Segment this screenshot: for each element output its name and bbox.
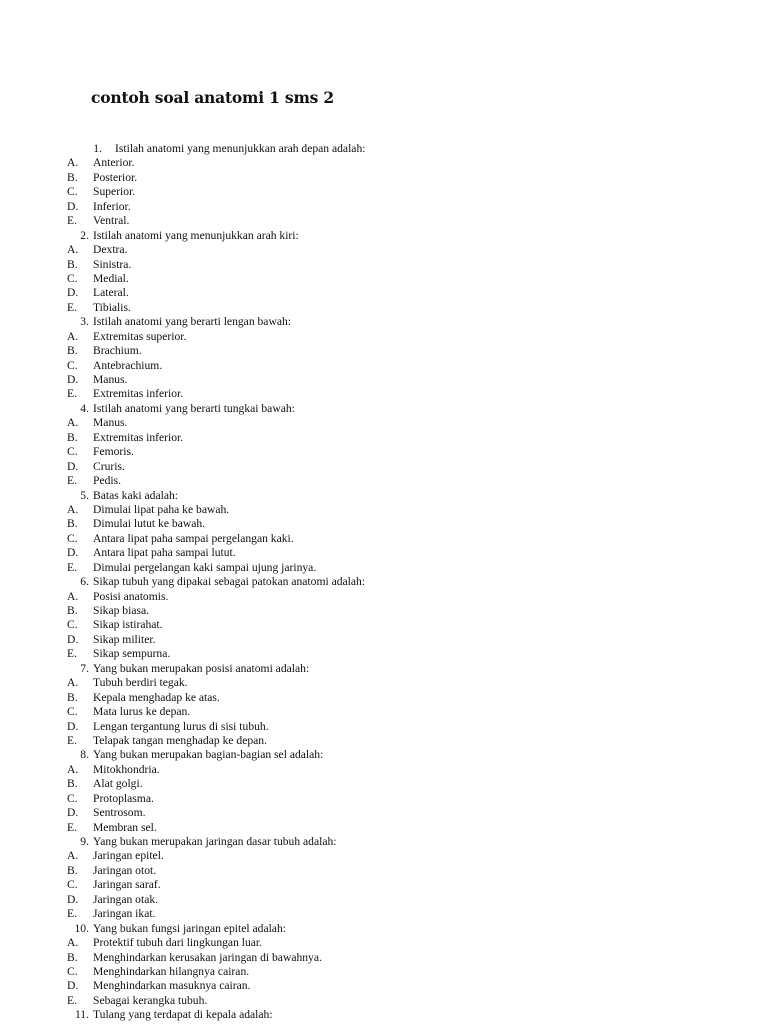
option-text: Antara lipat paha sampai pergelangan kaki. xyxy=(93,531,294,545)
question-text: Istilah anatomi yang menunjukkan arah depan adalah: xyxy=(115,142,366,155)
option-text: Mitokhondria. xyxy=(93,762,160,776)
option-text: Menghindarkan masuknya cairan. xyxy=(93,979,251,993)
question-item xyxy=(0,922,768,936)
answer-option xyxy=(0,416,768,430)
option-text: Kepala menghadap ke atas. xyxy=(93,690,220,704)
option-text: Manus. xyxy=(93,416,128,430)
option-letter: E. xyxy=(67,387,77,401)
option-text: Sikap biasa. xyxy=(93,604,150,617)
answer-option xyxy=(0,503,768,517)
answer-option xyxy=(0,604,768,618)
option-text: Antara lipat paha sampai lutut. xyxy=(93,546,236,560)
answer-option xyxy=(0,849,768,863)
question-text: Istilah anatomi yang berarti lengan bawah: xyxy=(93,315,291,329)
question-item xyxy=(0,229,768,243)
option-letter: A. xyxy=(67,849,79,863)
answer-option xyxy=(0,359,768,373)
answer-option xyxy=(0,907,768,921)
option-letter: E. xyxy=(67,560,77,574)
answer-option xyxy=(0,792,768,806)
question-number: 1. xyxy=(93,142,102,155)
option-letter: E. xyxy=(67,647,77,661)
option-text: Ventral. xyxy=(93,214,130,228)
answer-option xyxy=(0,705,768,719)
question-number: 3. xyxy=(80,315,89,329)
answer-option xyxy=(0,474,768,488)
option-letter: C. xyxy=(67,271,78,285)
option-letter: B. xyxy=(67,777,78,791)
option-letter: C. xyxy=(67,878,78,892)
option-letter: A. xyxy=(67,762,79,776)
option-text: Anterior. xyxy=(93,156,135,170)
question-item xyxy=(0,402,768,416)
option-letter: A. xyxy=(67,589,79,603)
option-letter: C. xyxy=(67,618,78,632)
question-text: Yang bukan merupakan bagian-bagian sel adalah: xyxy=(93,748,324,762)
answer-option xyxy=(0,546,768,560)
question-text: Tulang yang terdapat di kepala adalah: xyxy=(93,1008,273,1022)
option-text: Brachium. xyxy=(93,344,142,358)
option-letter: B. xyxy=(67,863,78,877)
answer-option xyxy=(0,878,768,892)
answer-option xyxy=(0,618,768,632)
answer-option xyxy=(0,532,768,546)
option-letter: C. xyxy=(67,531,78,545)
option-text: Sikap militer. xyxy=(93,632,156,646)
option-text: Sentrosom. xyxy=(93,806,146,820)
question-number: 11. xyxy=(74,1008,89,1022)
option-text: Manus. xyxy=(93,373,128,386)
option-text: Inferior. xyxy=(93,199,131,213)
option-letter: A. xyxy=(67,676,79,690)
option-text: Protoplasma. xyxy=(93,791,154,805)
option-text: Tubuh berdiri tegak. xyxy=(93,676,188,690)
question-number: 2. xyxy=(80,228,89,242)
answer-option xyxy=(0,445,768,459)
option-letter: A. xyxy=(67,156,79,170)
option-text: Extremitas inferior. xyxy=(93,430,184,444)
answer-option xyxy=(0,864,768,878)
option-text: Jaringan epitel. xyxy=(93,849,164,863)
question-list xyxy=(0,142,768,1023)
option-text: Sinistra. xyxy=(93,257,132,271)
option-text: Dimulai lutut ke bawah. xyxy=(93,517,206,531)
question-item xyxy=(0,748,768,762)
option-letter: C. xyxy=(67,791,78,805)
option-letter: B. xyxy=(67,950,78,964)
option-letter: D. xyxy=(67,806,79,820)
question-text: Batas kaki adalah: xyxy=(93,488,178,502)
option-letter: E. xyxy=(67,300,77,314)
answer-option xyxy=(0,561,768,575)
question-text: Istilah anatomi yang berarti tungkai bawah: xyxy=(93,401,295,415)
option-letter: B. xyxy=(67,517,78,531)
question-number: 6. xyxy=(80,575,89,589)
question-item xyxy=(0,835,768,849)
answer-option xyxy=(0,330,768,344)
answer-option xyxy=(0,633,768,647)
answer-option xyxy=(0,460,768,474)
question-number: 4. xyxy=(80,401,89,415)
option-letter: A. xyxy=(67,502,79,516)
option-letter: E. xyxy=(67,993,77,1007)
option-letter: E. xyxy=(67,214,77,228)
option-text: Telapak tangan menghadap ke depan. xyxy=(93,733,267,747)
option-text: Jaringan otak. xyxy=(93,892,159,906)
answer-option xyxy=(0,763,768,777)
option-text: Medial. xyxy=(93,271,129,285)
question-number: 5. xyxy=(80,488,89,502)
option-text: Tibialis. xyxy=(93,300,131,314)
option-letter: D. xyxy=(67,632,79,646)
option-text: Superior. xyxy=(93,185,136,199)
option-letter: B. xyxy=(67,690,78,704)
answer-option xyxy=(0,777,768,791)
document-title: contoh soal anatomi 1 sms 2 xyxy=(91,88,334,107)
option-text: Femoris. xyxy=(93,445,134,459)
option-text: Mata lurus ke depan. xyxy=(93,705,191,719)
option-letter: B. xyxy=(67,170,78,184)
option-text: Sebagai kerangka tubuh. xyxy=(93,993,208,1007)
option-letter: D. xyxy=(67,719,79,733)
question-item xyxy=(0,575,768,589)
option-letter: E. xyxy=(67,733,77,747)
option-text: Pedis. xyxy=(93,474,122,488)
answer-option xyxy=(0,517,768,531)
option-text: Posisi anatomis. xyxy=(93,589,169,603)
question-text: Yang bukan merupakan jaringan dasar tubuh adalah: xyxy=(93,835,337,848)
question-item xyxy=(0,315,768,329)
question-text: Yang bukan fungsi jaringan epitel adalah: xyxy=(93,921,286,935)
option-text: Protektif tubuh dari lingkungan luar. xyxy=(93,936,263,950)
option-text: Sikap istirahat. xyxy=(93,618,163,632)
option-letter: A. xyxy=(67,416,79,430)
option-letter: D. xyxy=(67,373,79,386)
option-letter: B. xyxy=(67,430,78,444)
answer-option xyxy=(0,647,768,661)
question-number: 10. xyxy=(74,921,89,935)
option-letter: A. xyxy=(67,243,79,257)
answer-option xyxy=(0,590,768,604)
question-number: 8. xyxy=(80,748,89,762)
answer-option xyxy=(0,951,768,965)
option-text: Cruris. xyxy=(93,459,125,473)
answer-option xyxy=(0,301,768,315)
option-text: Extremitas superior. xyxy=(93,329,187,343)
answer-option xyxy=(0,979,768,993)
option-letter: B. xyxy=(67,257,78,271)
answer-option xyxy=(0,272,768,286)
option-letter: E. xyxy=(67,820,77,834)
question-text: Yang bukan merupakan posisi anatomi adalah: xyxy=(93,661,310,675)
answer-option xyxy=(0,373,768,387)
option-text: Menghindarkan hilangnya cairan. xyxy=(93,964,250,978)
answer-option xyxy=(0,676,768,690)
answer-option xyxy=(0,821,768,835)
option-text: Membran sel. xyxy=(93,820,157,834)
option-letter: D. xyxy=(67,892,79,906)
option-text: Antebrachium. xyxy=(93,358,163,372)
answer-option xyxy=(0,258,768,272)
answer-option xyxy=(0,431,768,445)
option-letter: C. xyxy=(67,358,78,372)
option-letter: A. xyxy=(67,329,79,343)
option-letter: C. xyxy=(67,185,78,199)
answer-option xyxy=(0,691,768,705)
option-letter: E. xyxy=(67,474,77,488)
option-text: Lateral. xyxy=(93,286,129,300)
option-text: Dextra. xyxy=(93,243,128,257)
option-text: Lengan tergantung lurus di sisi tubuh. xyxy=(93,719,269,733)
question-text: Sikap tubuh yang dipakai sebagai patokan anatomi adalah: xyxy=(93,575,366,589)
option-text: Alat golgi. xyxy=(93,777,143,791)
option-text: Dimulai pergelangan kaki sampai ujung jarinya. xyxy=(93,560,317,574)
question-item xyxy=(0,142,768,156)
question-item xyxy=(0,1008,768,1022)
option-letter: C. xyxy=(67,445,78,459)
answer-option xyxy=(0,185,768,199)
option-text: Sikap sempurna. xyxy=(93,647,171,661)
answer-option xyxy=(0,965,768,979)
answer-option xyxy=(0,214,768,228)
option-text: Dimulai lipat paha ke bawah. xyxy=(93,502,230,516)
question-text: Istilah anatomi yang menunjukkan arah kiri: xyxy=(93,228,299,242)
answer-option xyxy=(0,387,768,401)
option-letter: C. xyxy=(67,705,78,719)
answer-option xyxy=(0,171,768,185)
option-letter: D. xyxy=(67,546,79,560)
question-number: 7. xyxy=(80,661,89,675)
option-letter: D. xyxy=(67,979,79,993)
answer-option xyxy=(0,936,768,950)
option-letter: A. xyxy=(67,936,79,950)
answer-option xyxy=(0,243,768,257)
answer-option xyxy=(0,893,768,907)
option-letter: D. xyxy=(67,286,79,300)
answer-option xyxy=(0,286,768,300)
question-item xyxy=(0,489,768,503)
option-text: Jaringan saraf. xyxy=(93,878,161,892)
option-letter: E. xyxy=(67,907,77,921)
answer-option xyxy=(0,156,768,170)
option-letter: D. xyxy=(67,459,79,473)
answer-option xyxy=(0,806,768,820)
answer-option xyxy=(0,734,768,748)
option-letter: D. xyxy=(67,199,79,213)
option-text: Menghindarkan kerusakan jaringan di bawahnya. xyxy=(93,950,322,964)
answer-option xyxy=(0,994,768,1008)
option-text: Jaringan ikat. xyxy=(93,907,156,921)
answer-option xyxy=(0,720,768,734)
option-letter: B. xyxy=(67,344,78,358)
question-number: 9. xyxy=(80,835,89,848)
question-item xyxy=(0,662,768,676)
option-letter: C. xyxy=(67,964,78,978)
option-text: Jaringan otot. xyxy=(93,863,157,877)
option-letter: B. xyxy=(67,604,78,617)
option-text: Extremitas inferior. xyxy=(93,387,184,401)
answer-option xyxy=(0,344,768,358)
answer-option xyxy=(0,200,768,214)
option-text: Posterior. xyxy=(93,170,138,184)
